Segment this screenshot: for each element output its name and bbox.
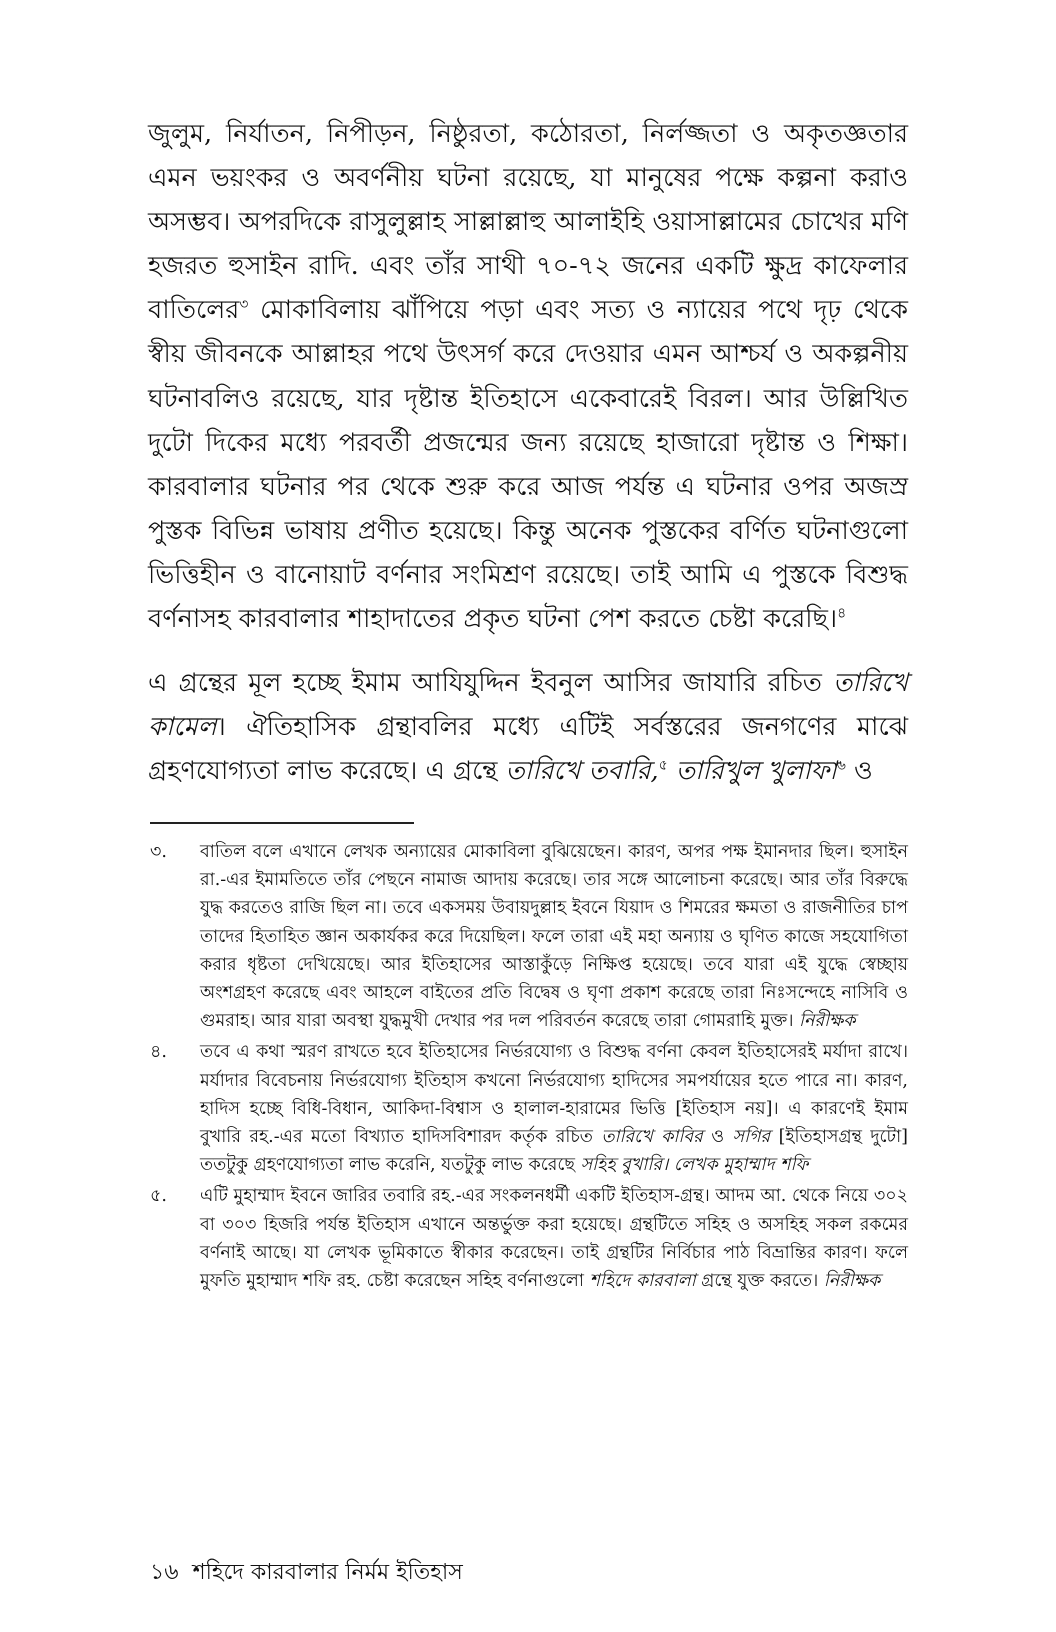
footnote-text: বাতিল বলে এখানে লেখক অন্যায়ের মোকাবিলা বুঝিয়েছেন। কারণ, অপর পক্ষ ইমানদার ছিল। হুসাইন রা.-এর ইমামতিতে তাঁর পেছনে নামাজ আদায় করেছে। তার সঙ্গে আলোচনা করেছে। আর তাঁর বিরুদ্ধে যুদ্ধ করতেও রাজি ছিল না। তবে একসময় উবায়দুল্লাহ ইবনে যিয়াদ ও শিমরের ক্ষমতা ও রাজনীতির চাপ তাদের হিতাহিত জ্ঞান অকার্যকর করে দিয়েছিল। ফলে তারা এই মহা অন্যায় ও ঘৃণিত কাজে সহযোগিতা করার ধৃষ্টতা দেখিয়েছে। আর ইতিহাসের আস্তাকুঁড়ে নিক্ষিপ্ত হয়েছে। তবে যারা এই যুদ্ধে স্বেচ্ছায় অংশগ্রহণ করেছে এবং আহলে বাইতের প্রতি বিদ্বেষ ও ঘৃণা প্রকাশ করেছে তারা নিঃসন্দেহে নাসিবি ও গুমরাহ। আর যারা অবস্থা যুদ্ধমুখী দেখার পর দল পরিবর্তন করেছে তারা গোমরাহি মুক্ত। নিরীক্ষক xyxy=(200,842,908,1032)
main-text xyxy=(148,112,908,793)
book-title-tarikhe-kamel: তারিখে কামেল xyxy=(148,668,908,743)
page-footer xyxy=(150,1558,463,1588)
book-title-tarikhe-tabari: তারিখে তবারি, xyxy=(505,756,659,787)
footnotes xyxy=(150,838,908,1298)
footnote-3 xyxy=(150,838,908,1035)
footnote-5 xyxy=(150,1182,908,1295)
paragraph-1: জুলুম, নির্যাতন, নিপীড়ন, নিষ্ঠুরতা, কঠোরতা, নির্লজ্জতা ও অকৃতজ্ঞতার এমন ভয়ংকর ও অবর্ণনীয় ঘটনা রয়েছে, যা মানুষের পক্ষে কল্পনা করাও অসম্ভব। অপরদিকে রাসুলুল্লাহ সাল্লাল্লাহু আলাইহি ওয়াসাল্লামের চোখের মণি হজরত হুসাইন রাদি. এবং তাঁর সাথী ৭০-৭২ জনের একটি ক্ষুদ্র কাফেলার বাতিলের$^৩$ মোকাবিলায় ঝাঁপিয়ে পড়া এবং সত্য ও ন্যায়ের পথে দৃঢ় থেকে স্বীয় জীবনকে আল্লাহর পথে উৎসর্গ করে দেওয়ার এমন আশ্চর্য ও অকল্পনীয় ঘটনাবলিও রয়েছে, যার দৃষ্টান্ত ইতিহাসে একেবারেই বিরল। আর উল্লিখিত দুটো দিকের মধ্যে পরবর্তী প্রজন্মের জন্য রয়েছে হাজারো দৃষ্টান্ত ও শিক্ষা। কারবালার ঘটনার পর থেকে শুরু করে আজ পর্যন্ত এ ঘটনার ওপর অজস্র পুস্তক বিভিন্ন ভাষায় প্রণীত হয়েছে। কিন্তু অনেক পুস্তকের বর্ণিত ঘটনাগুলো ভিত্তিহীন ও বানোয়াট বর্ণনার সংমিশ্রণ রয়েছে। তাই আমি এ পুস্তকে বিশুদ্ধ বর্ণনাসহ কারবালার শাহাদাতের প্রকৃত ঘটনা পেশ করতে চেষ্টা করেছি।$^৪$ xyxy=(148,119,908,635)
footnote-text: এটি মুহাম্মাদ ইবনে জারির তবারি রহ.-এর সংকলনধর্মী একটি ইতিহাস-গ্রন্থ। আদম আ. থেকে নিয়ে ৩০২ বা ৩০৩ হিজরি পর্যন্ত ইতিহাস এখানে অন্তর্ভুক্ত করা হয়েছে। গ্রন্থটিতে সহিহ ও অসহিহ সকল রকমের বর্ণনাই আছে। যা লেখক ভূমিকাতে স্বীকার করেছেন। তাই গ্রন্থটির নির্বিচার পাঠ বিভ্রান্তির কারণ। ফলে মুফতি মুহাম্মাদ শফি রহ. চেষ্টা করেছেন সহিহ বর্ণনাগুলো শহিদে কারবালা গ্রন্থে যুক্ত করতে। নিরীক্ষক xyxy=(200,1186,908,1292)
book-title-tarikhul-khulafa: তারিখুল খুলাফা xyxy=(675,756,837,787)
footnote-text: তবে এ কথা স্মরণ রাখতে হবে ইতিহাসের নির্ভরযোগ্য ও বিশুদ্ধ বর্ণনা কেবল ইতিহাসেরই মর্যাদা রাখে। মর্যাদার বিবেচনায় নির্ভরযোগ্য ইতিহাস কখনো নির্ভরযোগ্য হাদিসের সমপর্যায়ের হতে পারে না। কারণ, হাদিস হচ্ছে বিধি-বিধান, আকিদা-বিশ্বাস ও হালাল-হারামের ভিত্তি [ইতিহাস নয়]। এ কারণেই ইমাম বুখারি রহ.-এর মতো বিখ্যাত হাদিসবিশারদ কর্তৃক রচিত তারিখে কাবির ও সগির [ইতিহাসগ্রন্থ দুটো] ততটুকু গ্রহণযোগ্যতা লাভ করেনি, যতটুকু লাভ করেছে সহিহ বুখারি। লেখক মুহাম্মাদ শফি xyxy=(200,1042,908,1176)
page-number: ১৬ xyxy=(150,1560,179,1585)
footnote-number: ৩. xyxy=(150,842,167,862)
footnote-ref-3[interactable]: ৩ xyxy=(239,296,249,313)
footnote-ref-4[interactable]: ৪ xyxy=(837,605,847,622)
footnote-number: ৪. xyxy=(150,1042,167,1063)
footnote-ref-5[interactable]: ৫ xyxy=(658,757,668,774)
footnote-4 xyxy=(150,1038,908,1179)
footnote-ref-6[interactable]: ৬ xyxy=(836,757,846,774)
footnote-number: ৫. xyxy=(150,1186,167,1207)
footnote-divider xyxy=(150,822,414,824)
paragraph-2: এ গ্রন্থের মূল হচ্ছে ইমাম আযিযুদ্দিন ইবনুল আসির জাযারি রচিত তারিখে কামেল। ঐতিহাসিক গ্রন্থাবলির মধ্যে এটিই সর্বস্তরের জনগণের মাঝে গ্রহণযোগ্যতা লাভ করেছে। এ গ্রন্থে তারিখে তবারি,$^৫$ তারিখুল খুলাফা$^৬$ ও xyxy=(148,668,908,787)
running-title: শহিদে কারবালার নির্মম ইতিহাস xyxy=(192,1560,463,1585)
